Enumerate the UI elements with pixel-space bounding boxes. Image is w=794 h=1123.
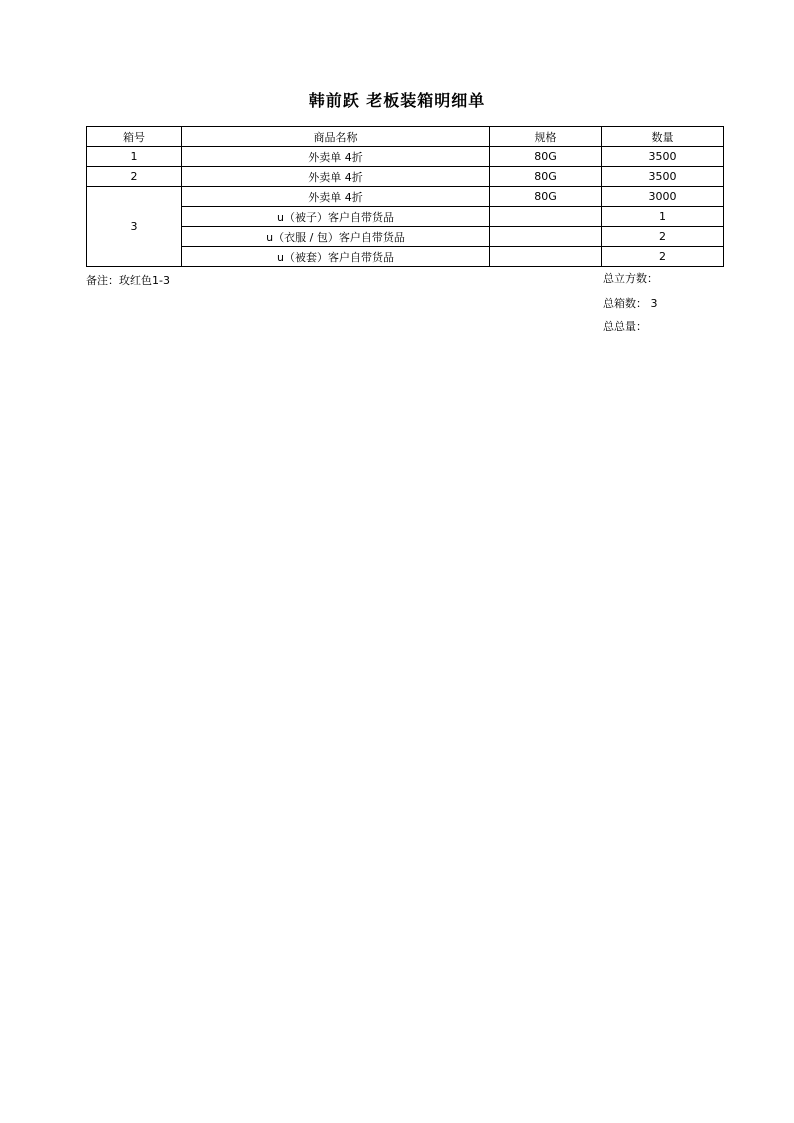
total-volume-label: 总立方数： [603,272,658,285]
cell-spec [490,207,602,227]
cell-box-number: 2 [87,167,182,187]
cell-quantity: 1 [602,207,724,227]
cell-product-name: 外卖单 4折 [182,167,490,187]
page-title: 韩前跃 老板装箱明细单 [308,91,486,110]
cell-box-number: 3 [87,187,182,267]
table-row [87,227,724,247]
cell-quantity: 2 [602,227,724,247]
cell-product-name: 外卖单 4折 [182,147,490,167]
total-weight-label: 总总量： [603,320,647,333]
header-quantity: 数量 [602,127,724,147]
total-boxes-label: 总箱数： 3 [603,297,658,310]
packing-list-table [86,126,724,267]
cell-box-number: 1 [87,147,182,167]
table-row [87,187,724,207]
table-header-row [87,127,724,147]
cell-spec [490,227,602,247]
table-row [87,167,724,187]
table-row [87,147,724,167]
cell-product-name: 外卖单 4折 [182,187,490,207]
cell-product-name: u（被套）客户自带货品 [182,247,490,267]
cell-quantity: 3500 [602,167,724,187]
cell-product-name: u（被子）客户自带货品 [182,207,490,227]
header-product-name: 商品名称 [182,127,490,147]
cell-spec [490,247,602,267]
cell-spec: 80G [490,187,602,207]
header-box-number: 箱号 [87,127,182,147]
table-row [87,247,724,267]
cell-quantity: 2 [602,247,724,267]
cell-quantity: 3500 [602,147,724,167]
cell-spec: 80G [490,147,602,167]
header-spec: 规格 [490,127,602,147]
cell-spec: 80G [490,167,602,187]
table-row [87,207,724,227]
cell-product-name: u（衣服 / 包）客户自带货品 [182,227,490,247]
remarks-note: 备注：玫红色1-3 [86,274,170,287]
cell-quantity: 3000 [602,187,724,207]
